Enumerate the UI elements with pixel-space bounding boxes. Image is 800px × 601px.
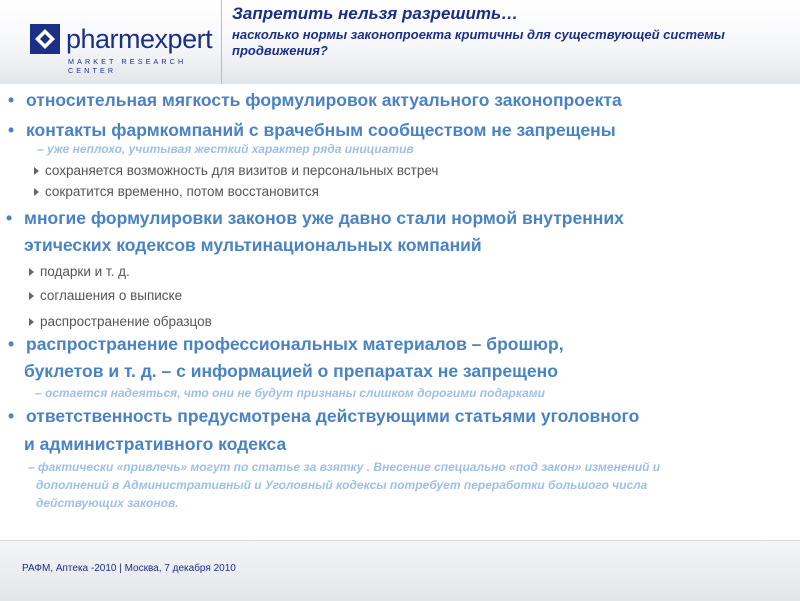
bullet-2-sub-2 bbox=[45, 184, 319, 199]
bullet-3-sub-2 bbox=[40, 288, 182, 303]
bullet-2-sub-2-text: сократится временно, потом восстановится bbox=[45, 184, 319, 199]
bullet-3 bbox=[6, 208, 624, 229]
bullet-2 bbox=[8, 120, 616, 141]
bullet-2-text: контакты фармкомпаний с врачебным сообществом не запрещены bbox=[26, 120, 616, 140]
triangle-bullet-icon bbox=[29, 318, 34, 326]
slide-title: Запретить нельзя разрешить… bbox=[232, 4, 519, 23]
bullet-dot-icon: • bbox=[8, 120, 15, 140]
bullet-3-sub-1-text: подарки и т. д. bbox=[40, 264, 130, 279]
bullet-5-note-line-3: действующих законов. bbox=[36, 496, 179, 510]
header-bar bbox=[0, 0, 800, 84]
bullet-4-note: – остается надеяться, что они не будут признаны слишком дорогими подарками bbox=[35, 386, 545, 400]
triangle-bullet-icon bbox=[34, 188, 39, 196]
triangle-bullet-icon bbox=[29, 292, 34, 300]
bullet-3-text-line-1: многие формулировки законов уже давно стали нормой внутренних bbox=[24, 208, 624, 228]
bullet-dot-icon: • bbox=[8, 334, 15, 354]
header-divider bbox=[221, 0, 222, 84]
bullet-dot-icon: • bbox=[8, 90, 15, 110]
bullet-1 bbox=[8, 90, 622, 111]
bullet-dot-icon: • bbox=[6, 208, 13, 228]
pharmexpert-logo bbox=[30, 24, 220, 75]
bullet-2-note: – уже неплохо, учитывая жесткий характер ряда инициатив bbox=[37, 142, 414, 156]
bullet-2-sub-1-text: сохраняется возможность для визитов и персональных встреч bbox=[45, 163, 439, 178]
bullet-dot-icon: • bbox=[8, 406, 15, 426]
triangle-bullet-icon bbox=[34, 167, 39, 175]
bullet-3-text-line-2: этических кодексов мультинациональных компаний bbox=[24, 235, 482, 255]
bullet-4 bbox=[8, 334, 564, 355]
bullet-4-text-line-2: буклетов и т. д. – с информацией о препаратах не запрещено bbox=[24, 361, 558, 381]
bullet-5-note-line-1: – фактически «привлечь» могут по статье за взятку . Внесение специально «под закон» изменений и bbox=[28, 460, 661, 474]
bullet-3-sub-2-text: соглашения о выписке bbox=[40, 288, 183, 303]
bullet-5-text-line-1: ответственность предусмотрена действующими статьями уголовного bbox=[26, 406, 640, 426]
footer-text: РАФМ, Аптека -2010 | Москва, 7 декабря 2010 bbox=[22, 563, 236, 574]
triangle-bullet-icon bbox=[29, 268, 34, 276]
bullet-4-text-line-1: распространение профессиональных материалов – брошюр, bbox=[26, 334, 564, 354]
bullet-5-text-line-2: и административного кодекса bbox=[24, 434, 287, 454]
logo-wordmark: pharmexpert bbox=[66, 24, 213, 54]
logo-tagline: MARKET RESEARCH CENTER bbox=[68, 57, 187, 75]
diamond-logo-icon bbox=[30, 24, 60, 54]
bullet-3-sub-3-text: распространение образцов bbox=[40, 314, 212, 329]
bullet-3-sub-1 bbox=[40, 264, 130, 279]
bullet-3-sub-3 bbox=[40, 314, 212, 329]
bullet-2-sub-1 bbox=[45, 163, 438, 178]
bullet-5 bbox=[8, 406, 640, 427]
bullet-5-note-line-2: дополнений в Административный и Уголовный кодексы потребует переработки большого числа bbox=[36, 478, 648, 492]
slide-subtitle: насколько нормы законопроекта критичны для существующей системы продвижения? bbox=[232, 27, 725, 58]
footer-bar bbox=[0, 540, 800, 601]
bullet-1-text: относительная мягкость формулировок актуального законопроекта bbox=[26, 90, 622, 110]
